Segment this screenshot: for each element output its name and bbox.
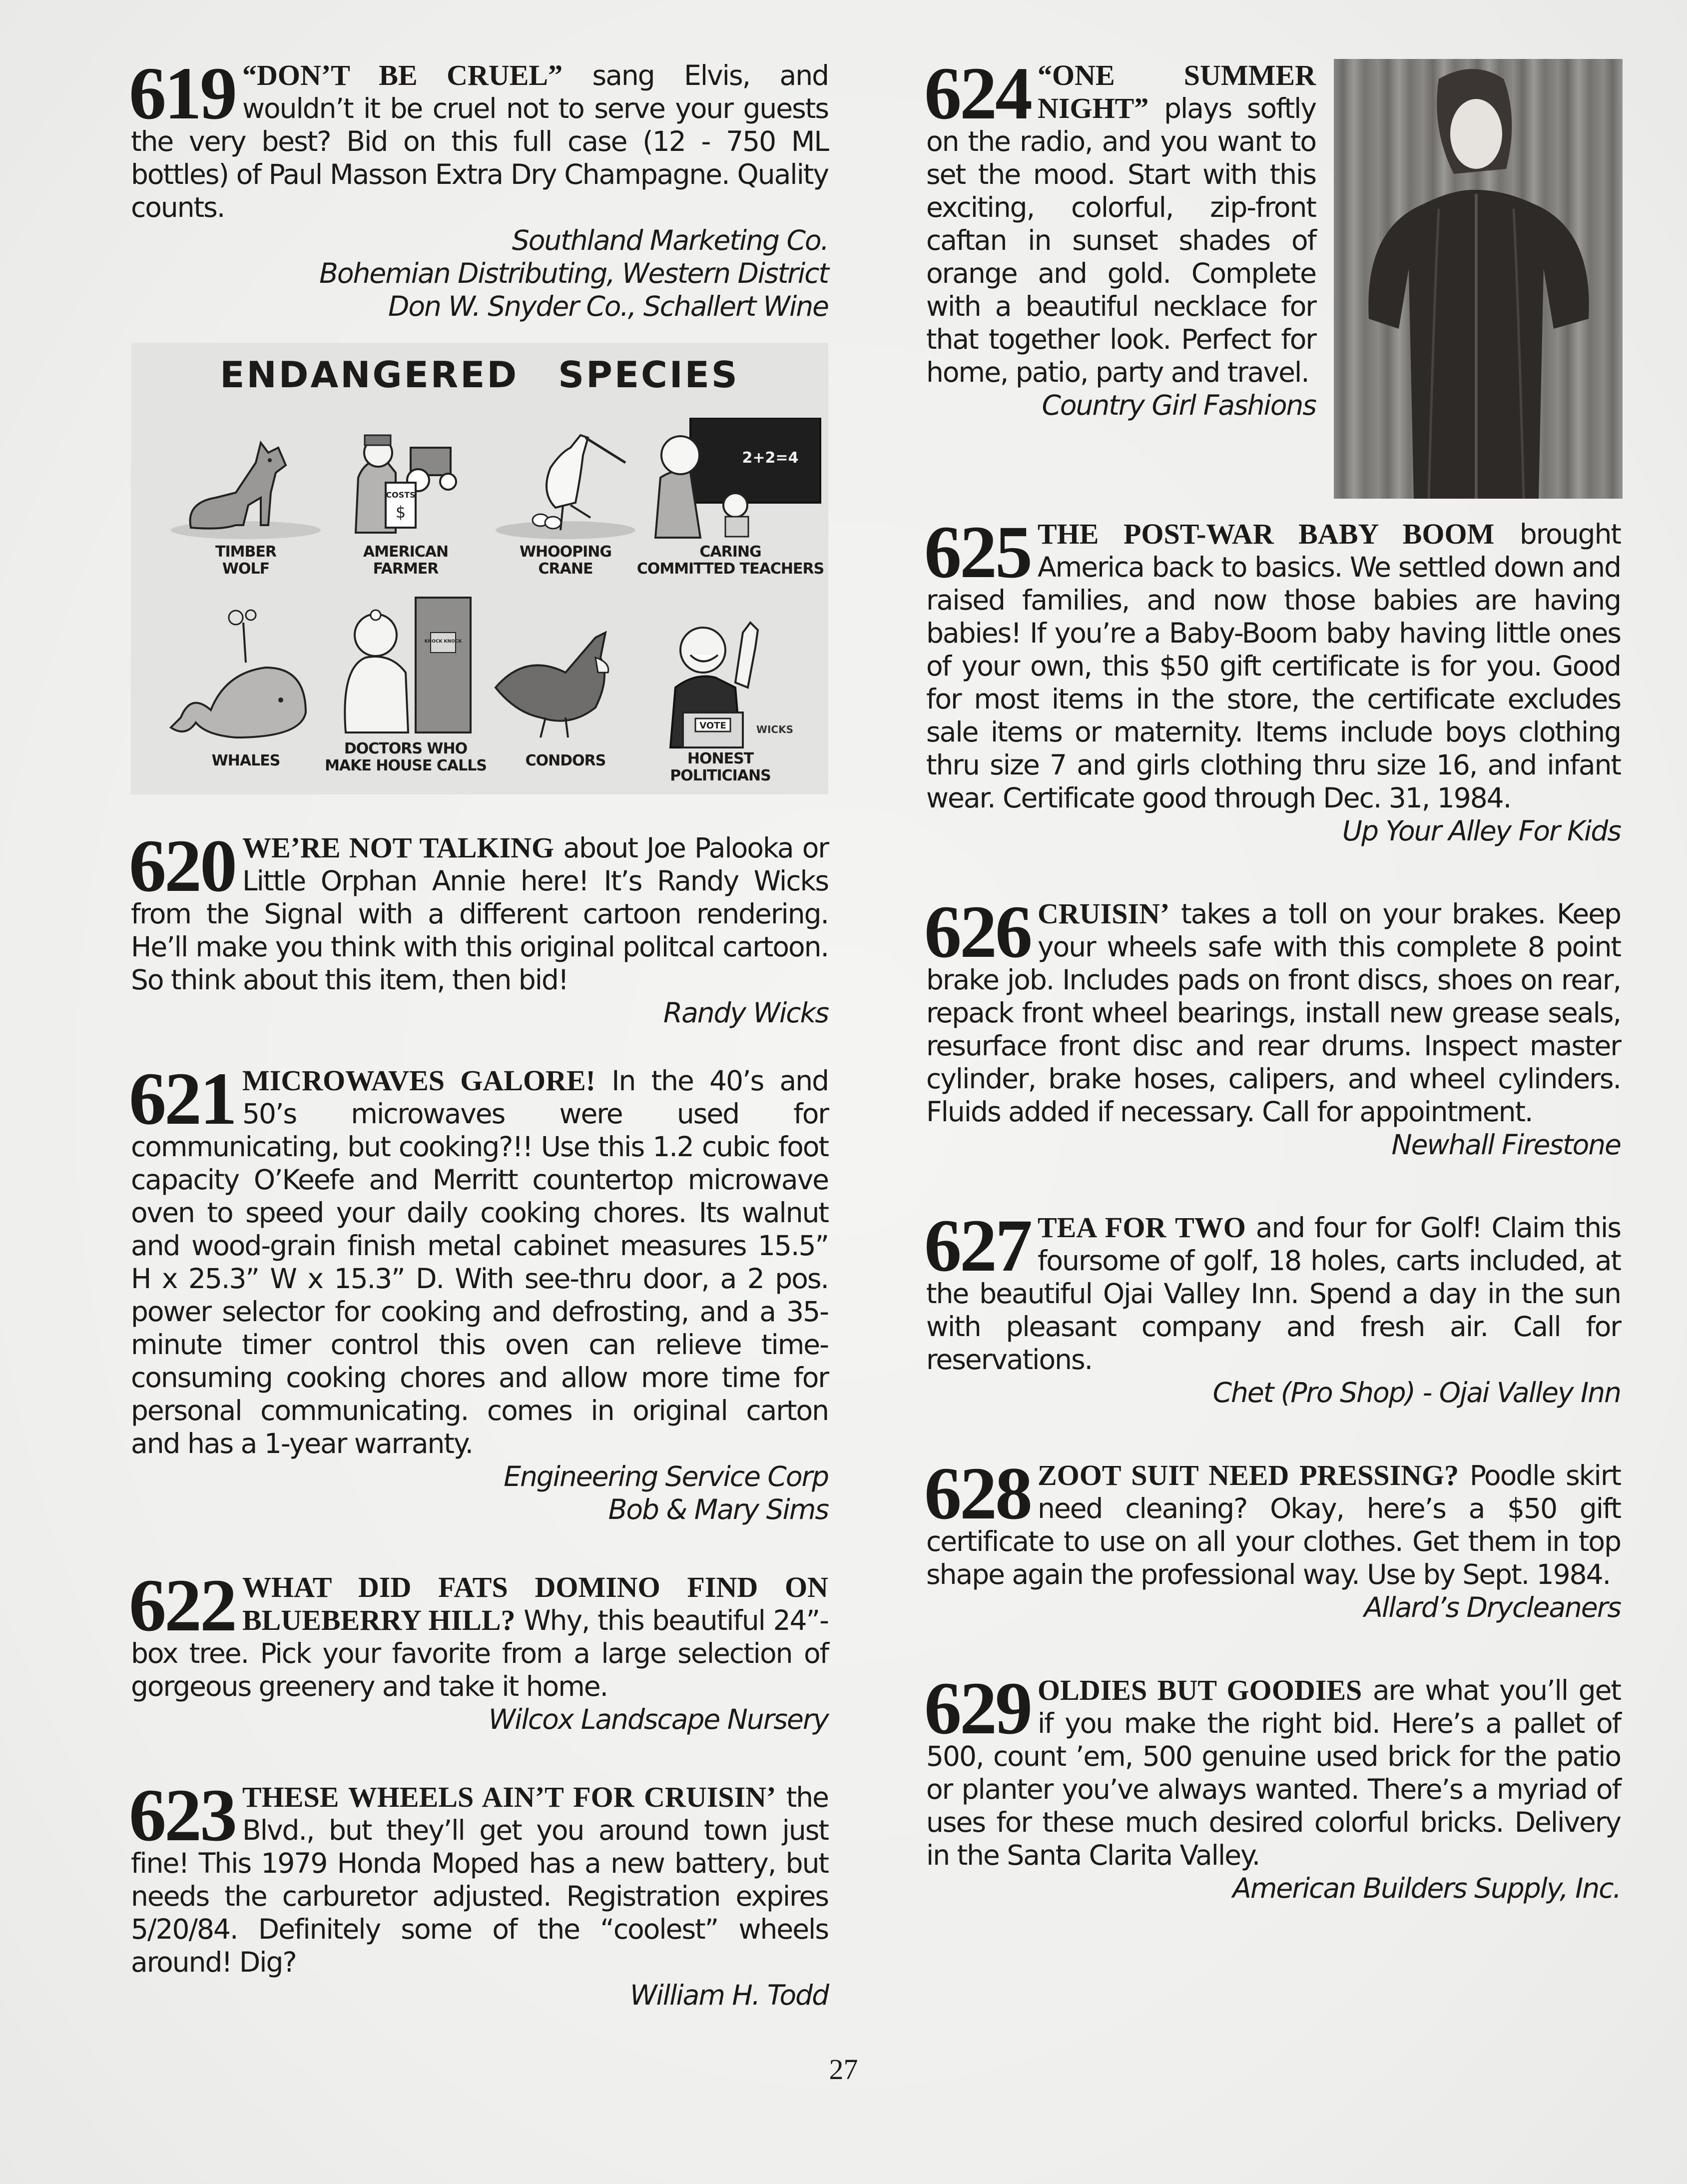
auction-item-619	[129, 52, 828, 323]
donor: Country Girl Fashions	[1042, 389, 1316, 421]
item-description: In the 40’s and 50’s microwaves were used for communicating, but cooking?!! Use this 1.2 cubic foot capacity O’Keefe and Merritt countertop microwave oven to speed your daily cooking chores. Its walnut and wood-grain finish metal cabinet measures 15.5” H x 25.3” W x 15.3” D. With see-thru door, a 2 pos. power selector for cooking and defrosting, and a 35-minute timer control this oven can relieve time-consuming cooking chores and allow more time for personal communicating. comes in original carton and has a 1-year warranty.	[131, 1065, 828, 1459]
caption-condors: CONDORS	[525, 752, 606, 769]
item-headline: WE’RE NOT TALKING	[242, 831, 555, 864]
donor: Bohemian Distributing, Western District	[319, 257, 828, 289]
cartoonist-signature: WICKS	[756, 724, 793, 735]
panel-doctors	[321, 593, 491, 774]
caption-politicians: HONEST POLITICIANS	[670, 750, 771, 784]
lot-number: 621	[129, 1057, 235, 1140]
caption-teachers: CARING COMMITTED TEACHERS	[636, 543, 824, 578]
item-text	[924, 52, 1316, 389]
dollar-sign-text: $	[395, 503, 406, 522]
auction-item-629	[924, 1667, 1621, 1905]
item-description: about Joe Palooka or Little Orphan Annie here! It’s Randy Wicks from the Signal with a different cartoon rendering. He’ll make you think with this original politcal cartoon. So think about this item, then bid!	[131, 832, 828, 996]
panel-american-farmer	[321, 418, 491, 583]
condor-drawing	[481, 603, 650, 752]
wolf-drawing	[161, 418, 331, 543]
item-description: plays softly on the radio, and you want to set the mood. Start with this exciting, colorful, zip-front caftan in sunset shades of orange and gold. Complete with a beautiful necklace for that together look. Perfect for home, patio, party and travel.	[926, 92, 1316, 388]
item-headline: OLDIES BUT GOODIES	[1038, 1674, 1362, 1706]
vote-sign-text: VOTE	[699, 721, 726, 731]
item-description: sang Elvis, and wouldn’t it be cruel not to serve your guests the very best? Bid on this full case (12 - 750 ML bottles) of Paul Masson Extra Dry Champagne. Quality counts.	[131, 59, 828, 223]
panel-politicians	[635, 603, 805, 784]
auction-item-626	[924, 890, 1621, 1161]
item-text	[924, 1667, 1621, 1872]
auction-item-622	[129, 1564, 828, 1736]
item-text	[924, 1452, 1621, 1591]
item-text	[924, 511, 1621, 814]
endangered-species-cartoon	[131, 343, 828, 794]
donor: American Builders Supply, Inc.	[1232, 1872, 1621, 1904]
crane-drawing	[481, 418, 650, 543]
lot-number: 625	[924, 511, 1031, 594]
item-headline: THESE WHEELS AIN’T FOR CRUISIN’	[242, 1781, 776, 1813]
item-headline: WHAT DID FATS DOMINO FIND ON BLUEBERRY HILL?	[242, 1571, 828, 1636]
item-headline: MICROWAVES GALORE!	[242, 1064, 595, 1097]
item-text	[129, 1774, 829, 1979]
item-description: Poodle skirt need cleaning? Okay, here’s a $50 gift certificate to use on all your clothes. Get them in top shape again the professional way. Use by Sept. 1984.	[926, 1459, 1621, 1590]
auction-item-625	[924, 511, 1621, 847]
item-text	[129, 1057, 828, 1460]
auction-item-627	[924, 1204, 1621, 1409]
caption-whales: WHALES	[211, 752, 280, 769]
item-description: and four for Golf! Claim this foursome of golf, 18 holes, carts included, at the beautiful Ojai Valley Inn. Spend a day in the sun with pleasant company and fresh air. Call for reservations.	[926, 1212, 1621, 1376]
item-headline: TEA FOR TWO	[1038, 1211, 1246, 1244]
auction-item-628	[924, 1452, 1621, 1624]
caption-timber-wolf: TIMBER WOLF	[215, 543, 276, 578]
item-description: brought America back to basics. We settled down and raised families, and now those babies are having babies! If you’re a Baby-Boom baby having little ones of your own, this $50 gift certificate is for you. Good for most items in the store, the certificate excludes sale items or maternity. Items include boys clothing thru size 7 and girls clothing thru size 16, and infant wear. Certificate good through Dec. 31, 1984.	[926, 518, 1621, 814]
panel-whooping-crane	[481, 418, 650, 583]
lot-number: 629	[924, 1667, 1031, 1750]
panel-condors	[481, 603, 650, 767]
donor: Randy Wicks	[663, 997, 828, 1029]
caption-whooping-crane: WHOOPING CRANE	[519, 543, 612, 578]
panel-timber-wolf	[161, 418, 331, 583]
whale-drawing	[161, 603, 331, 752]
auction-item-621	[129, 1057, 828, 1526]
donor: Bob & Mary Sims	[608, 1493, 828, 1525]
item-description: takes a toll on your brakes. Keep your wheels safe with this complete 8 point brake job. Includes pads on front discs, shoes on rear, repack front wheel bearings, install new grease seals, resurface front disc and rear drums. Inspect master cylinder, brake hoses, calipers, and wheel cylinders. Fluids added if necessary. Call for appointment.	[926, 898, 1621, 1128]
item-description: are what you’ll get if you make the right bid. Here’s a pallet of 500, count ’em, 500 genuine used brick for the patio or planter you’ve always wanted. There’s a myriad of uses for these much desired colorful bricks. Delivery in the Santa Clarita Valley.	[926, 1674, 1621, 1871]
item-text	[129, 1564, 828, 1703]
auction-item-623	[129, 1774, 829, 2012]
model-figure	[1334, 59, 1623, 499]
door-sign-text: KNOCK KNOCK	[424, 639, 462, 644]
lot-number: 626	[924, 890, 1031, 973]
lot-number: 620	[129, 824, 235, 907]
donor: Newhall Firestone	[1391, 1129, 1621, 1161]
lot-number: 623	[129, 1774, 235, 1857]
caption-doctors: DOCTORS WHO MAKE HOUSE CALLS	[325, 740, 487, 774]
page-number: 27	[829, 2053, 858, 2086]
teacher-drawing	[635, 418, 825, 543]
auction-item-620	[129, 824, 828, 1029]
donor: Wilcox Landscape Nursery	[488, 1703, 828, 1735]
caftan-model-photo	[1334, 59, 1623, 499]
donor: Engineering Service Corp	[504, 1460, 828, 1492]
donor: Don W. Snyder Co., Schallert Wine	[388, 290, 828, 322]
item-text	[924, 890, 1621, 1128]
costs-sign-text: COSTS	[386, 490, 416, 500]
item-headline: “DON’T BE CRUEL”	[242, 59, 563, 91]
lot-number: 622	[129, 1564, 235, 1647]
lot-number: 624	[924, 52, 1031, 135]
donor: Allard’s Drycleaners	[1364, 1591, 1621, 1623]
item-headline: ZOOT SUIT NEED PRESSING?	[1038, 1459, 1459, 1491]
cartoon-title: ENDANGERED SPECIES	[220, 354, 739, 396]
item-headline: “ONE SUMMER NIGHT”	[1038, 59, 1316, 124]
lot-number: 627	[924, 1204, 1031, 1287]
donor: Up Your Alley For Kids	[1342, 815, 1621, 847]
lot-number: 619	[129, 52, 235, 135]
panel-whales	[161, 603, 331, 767]
auction-item-624	[924, 52, 1316, 422]
item-text	[129, 52, 828, 224]
panel-teachers	[635, 418, 825, 583]
item-description: Why, this beautiful 24”-box tree. Pick your favorite from a large selection of gorgeous greenery and take it home.	[131, 1604, 828, 1702]
farmer-drawing	[321, 418, 491, 543]
doctor-drawing	[321, 593, 491, 742]
donor: Southland Marketing Co.	[512, 224, 828, 256]
item-description: the Blvd., but they’ll get you around town just fine! This 1979 Honda Moped has a new battery, but needs the carburetor adjusted. Registration expires 5/20/84. Definitely some of the “coolest” wheels around! Dig?	[131, 1781, 829, 1978]
item-text	[924, 1204, 1621, 1376]
blackboard-text: 2+2=4	[742, 449, 799, 467]
item-text	[129, 824, 828, 996]
item-headline: THE POST-WAR BABY BOOM	[1038, 518, 1495, 550]
lot-number: 628	[924, 1452, 1031, 1535]
donor: William H. Todd	[630, 1979, 828, 2011]
caption-american-farmer: AMERICAN FARMER	[363, 543, 449, 578]
donor: Chet (Pro Shop) - Ojai Valley Inn	[1212, 1377, 1621, 1409]
item-headline: CRUISIN’	[1038, 897, 1170, 930]
